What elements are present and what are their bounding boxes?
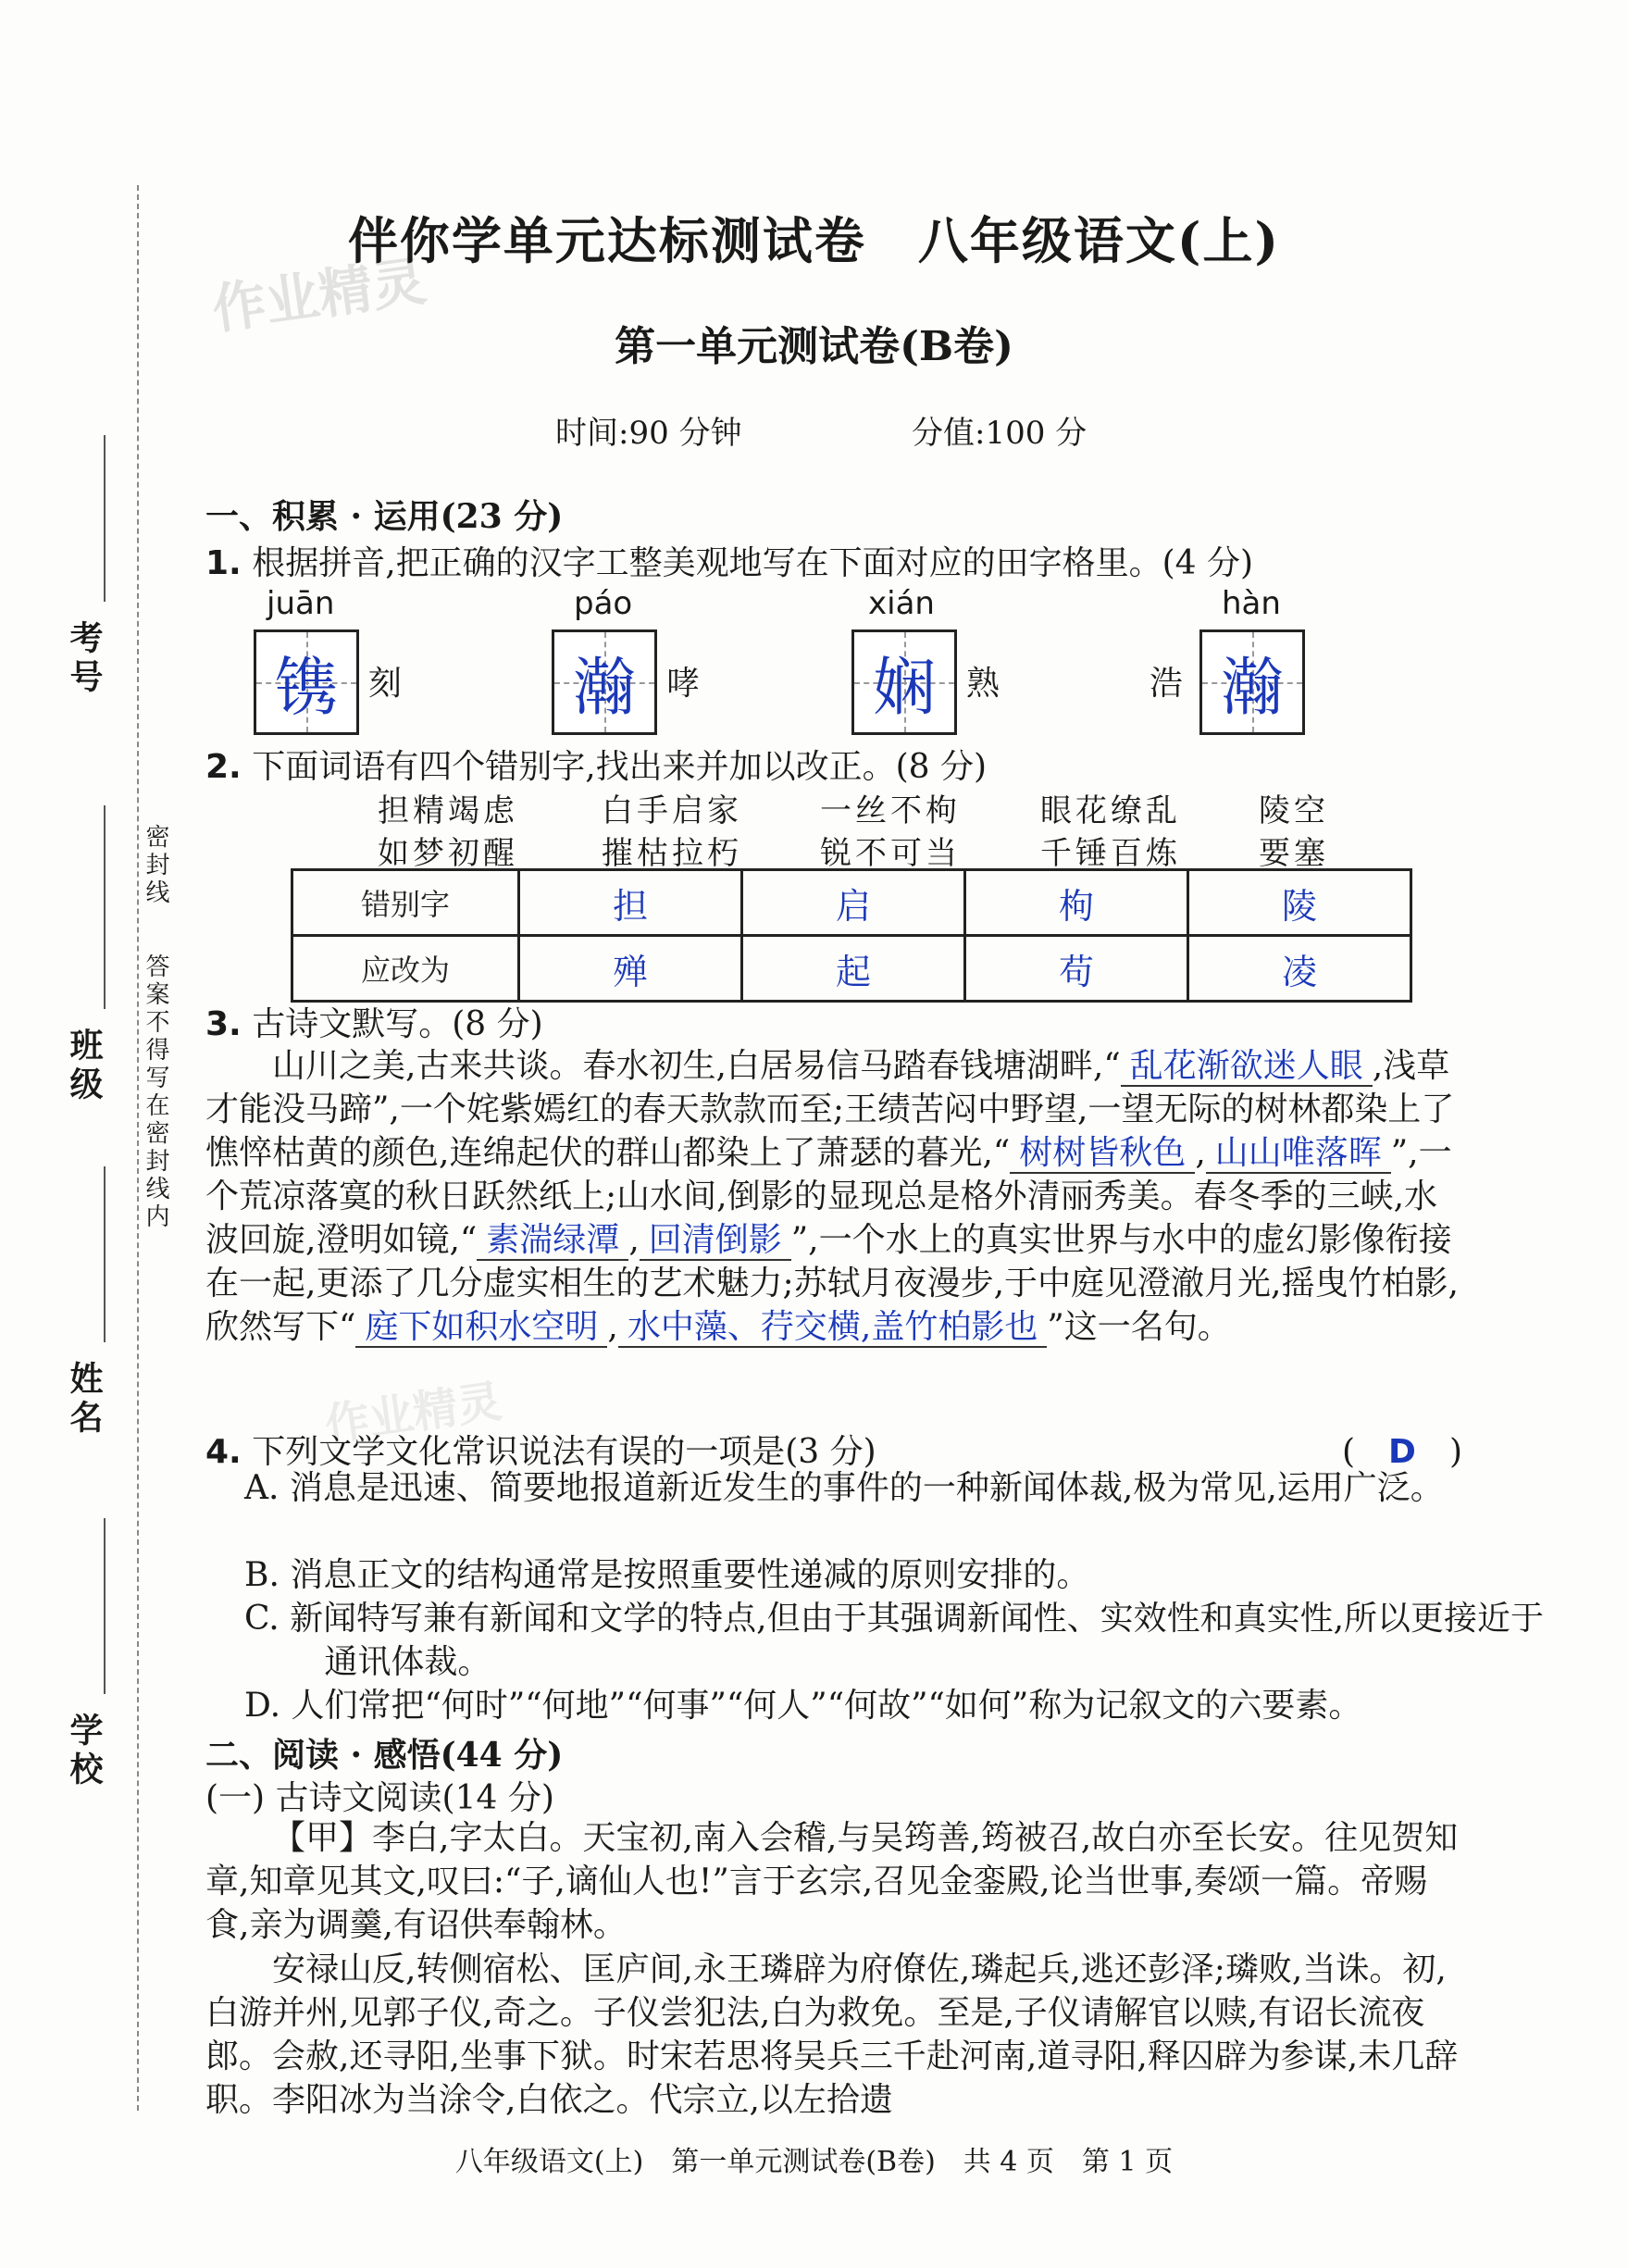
class-label: 班级 [65, 1028, 104, 1105]
tianzige-box-4[interactable] [1199, 629, 1305, 735]
wrong-char-header: 错别字 [292, 870, 519, 936]
blank-answer-6[interactable]: 庭下如积水空明 [355, 1308, 607, 1348]
page-title: 伴你学单元达标测试卷 八年级语文(上) [347, 211, 1281, 270]
seal-text-2: 答案不得写在密封线内 [142, 953, 169, 1231]
passage-text: ”,一个荒凉落寞的秋日跃然纸上;山水间,倒影的显现总是格外清丽秀美。春冬季的三峡,水波回旋,澄明如镜,“ [205, 1134, 1452, 1259]
class-line [104, 805, 106, 1009]
word-2-1: 如梦初醒 [378, 835, 518, 872]
passage-text: ,浅草才能没马蹄”,一个姹紫嫣红的春天款款而至;王绩苦闷中野望,一望无际的树林都染上了憔悴枯黄的颜色,连绵起伏的群山都染上了萧瑟的暮光,“ [205, 1047, 1455, 1172]
question-number: 1. [205, 544, 242, 582]
page-footer: 八年级语文(上) 第一单元测试卷(B卷) 共 4 页 第 1 页 [454, 2146, 1174, 2178]
passage-text: 山川之美,古来共谈。春水初生,白居易信马踏春钱塘湖畔,“ [272, 1047, 1121, 1085]
question-number: 2. [205, 748, 242, 786]
correct-char-4[interactable]: 凌 [1188, 936, 1411, 1002]
question-text: 下列文学文化常识说法有误的一项是(3 分) [252, 1433, 876, 1471]
word-2-2: 摧枯拉朽 [602, 835, 742, 872]
answer-char-2: 瀚 [572, 651, 636, 725]
option-b: B. 消息正文的结构通常是按照重要性递减的原则安排的。 [244, 1556, 1090, 1594]
answer-char-4: 瀚 [1220, 651, 1284, 725]
reading-passage-jia-1: 【甲】李白,字太白。天宝初,南入会稽,与吴筠善,筠被召,故白亦至长安。往见贺知章,知章见其文,叹曰:“子,谪仙人也!”言于玄宗,召见金銮殿,论当世事,奏颂一篇。帝赐食,亲为调羹,有诏供奉翰林。 [205, 1819, 1459, 1944]
tianzige-box-3[interactable] [851, 629, 957, 735]
option-a: A. 消息是迅速、简要地报道新近发生的事件的一种新闻体裁,极为常见,运用广泛。 [244, 1469, 1444, 1507]
name-label: 姓名 [65, 1361, 104, 1439]
correct-char-header: 应改为 [292, 936, 519, 1002]
school-line [104, 1518, 106, 1694]
section-1-heading: 一、积累 · 运用(23 分) [205, 497, 564, 536]
question-3 [205, 998, 543, 1045]
seal-text-1: 密封线 [142, 824, 169, 907]
correct-char-2[interactable]: 起 [742, 936, 965, 1002]
question-text: 古诗文默写。(8 分) [252, 1005, 543, 1043]
pinyin-2: páo [574, 585, 633, 622]
suffix-char-1: 刻 [368, 665, 403, 703]
option-c: C. 新闻特写兼有新闻和文学的特点,但由于其强调新闻性、实效性和真实性,所以更接近于通讯体裁。 [244, 1600, 1545, 1681]
blank-answer-3[interactable]: 山山唯落晖 [1206, 1134, 1391, 1174]
word-2-3: 锐不可当 [820, 835, 961, 872]
option-d: D. 人们常把“何时”“何地”“何事”“何人”“何故”“如何”称为记叙文的六要素。 [244, 1687, 1362, 1725]
watermark-logo-2: 作业精灵 [321, 1375, 505, 1452]
exam-no-label: 考号 [65, 620, 104, 698]
pinyin-3: xián [868, 585, 935, 622]
suffix-char-2: 哮 [666, 665, 701, 703]
score-info: 分值:100 分 [912, 415, 1087, 452]
word-1-1: 担精竭虑 [378, 792, 518, 829]
answer-char-3: 娴 [872, 651, 936, 725]
suffix-char-3: 熟 [966, 665, 1000, 703]
question-text: 根据拼音,把正确的汉字工整美观地写在下面对应的田字格里。(4 分) [252, 544, 1254, 582]
reading-passage-jia-2: 安禄山反,转侧宿松、匡庐间,永王璘辟为府僚佐,璘起兵,逃还彭泽;璘败,当诛。初,白游并州,见郭子仪,奇之。子仪尝犯法,白为救免。至是,子仪请解官以赎,有诏长流夜郎。会赦,还寻阳,坐事下狱。时宋若思将吴兵三千赴河南,道寻阳,释囚辟为参谋,未几辞职。李阳冰为当涂令,白依之。代宗立,以左拾遗 [205, 1950, 1459, 2119]
word-2-4: 千锤百炼 [1040, 835, 1181, 872]
exam-no-line [104, 435, 106, 602]
blank-answer-7[interactable]: 水中藻、荇交横,盖竹柏影也 [618, 1308, 1047, 1348]
watermark-logo: 作业精灵 [208, 249, 430, 342]
word-1-5: 陵空 [1259, 792, 1329, 829]
blank-answer-1[interactable]: 乱花渐欲迷人眼 [1121, 1047, 1373, 1087]
wrong-char-1[interactable]: 担 [519, 870, 742, 936]
name-line [104, 1166, 106, 1342]
word-1-3: 一丝不枸 [820, 792, 961, 829]
passage-text: , [607, 1308, 618, 1346]
passage-text: , [1195, 1134, 1206, 1172]
blank-answer-2[interactable]: 树树皆秋色 [1010, 1134, 1195, 1174]
time-info: 时间:90 分钟 [555, 415, 742, 452]
question-1 [205, 537, 1253, 584]
passage-text: , [628, 1221, 640, 1259]
school-label: 学校 [65, 1713, 104, 1790]
passage-text: ”,一个水上的真实世界与水中的虚幻影像衔接在一起,更添了几分虚实相生的艺术魅力;苏轼月夜漫步,于中庭见澄澈月光,摇曳竹柏影,欣然写下“ [205, 1221, 1459, 1346]
q3-passage [205, 1044, 1464, 1349]
section-2-heading: 二、阅读 · 感悟(44 分) [205, 1736, 564, 1775]
question-number: 3. [205, 1005, 242, 1043]
correct-char-3[interactable]: 苟 [965, 936, 1188, 1002]
answer-bracket[interactable]: ( D ) [1342, 1433, 1462, 1471]
wrong-char-4[interactable]: 陵 [1188, 870, 1411, 936]
tianzige-box-1[interactable] [254, 629, 359, 735]
pinyin-4: hàn [1222, 585, 1281, 622]
question-number: 4. [205, 1433, 242, 1471]
page-subtitle: 第一单元测试卷(B卷) [615, 323, 1013, 370]
word-1-4: 眼花缭乱 [1040, 792, 1181, 829]
answer-char-1: 镌 [274, 651, 338, 725]
wrong-char-3[interactable]: 枸 [965, 870, 1188, 936]
word-1-2: 白手启家 [602, 792, 742, 829]
subsection-1-heading: (一) 古诗文阅读(14 分) [205, 1779, 554, 1817]
blank-answer-5[interactable]: 回清倒影 [640, 1221, 791, 1261]
correction-table [291, 868, 1412, 1003]
tianzige-box-2[interactable] [552, 629, 657, 735]
word-2-5: 要塞 [1259, 835, 1329, 872]
prefix-char-4: 浩 [1150, 665, 1184, 703]
choice-answer: D [1388, 1433, 1416, 1471]
question-text: 下面词语有四个错别字,找出来并加以改正。(8 分) [252, 748, 988, 786]
passage-text: ”这一名句。 [1047, 1308, 1231, 1346]
blank-answer-4[interactable]: 素湍绿潭 [477, 1221, 628, 1261]
wrong-char-2[interactable]: 启 [742, 870, 965, 936]
question-2 [205, 741, 987, 788]
correct-char-1[interactable]: 殚 [519, 936, 742, 1002]
pinyin-1: juān [267, 585, 335, 622]
